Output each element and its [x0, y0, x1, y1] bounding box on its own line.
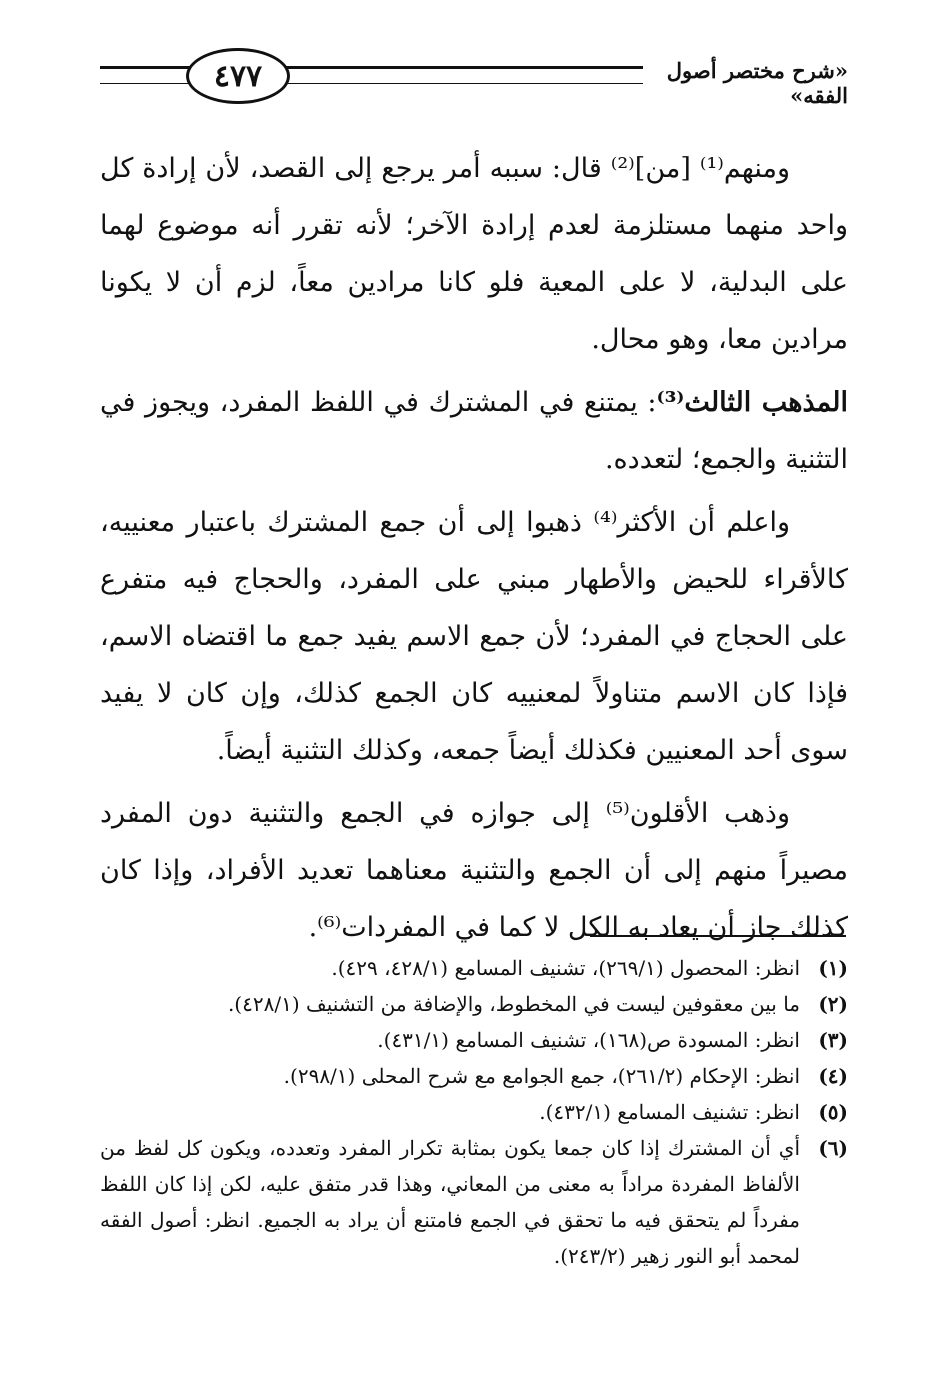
footnote-number: (٥) — [818, 1100, 848, 1124]
footnote — [100, 1130, 848, 1274]
paragraph-2-text: ويجوز في التثنية والجمع؛ لتعدده. — [100, 387, 848, 475]
paragraph-4 — [100, 785, 848, 956]
paragraph-3-text: واعلم أن الأكثر⁽⁴⁾ ذهبوا إلى أن جمع المشترك باعتبار معنييه، كالأقراء للحيض والأطهار مبني على المفرد، والحجاج فيه متفرع على الحجاج في المفرد؛ لأن جمع الاسم يفيد جمع ما اقتضاه الاسم، فإذا كان الاسم متناولاً لمعنييه كان الجمع كذلك، وإن كان لا يفيد سوى أحد المعنيين فكذلك أيضاً جمعه، وكذلك التثنية أيضاً. — [100, 507, 848, 766]
footnote-text: انظر: المحصول (٢٦٩/١)، تشنيف المسامع (٤٢٨/١، ٤٢٩). — [331, 956, 800, 980]
footnote-text: انظر: الإحكام (٢٦١/٢)، جمع الجوامع مع شرح المحلى (٢٩٨/١). — [283, 1064, 800, 1088]
footnote-number: (٣) — [818, 1028, 848, 1052]
footnotes — [100, 950, 848, 1274]
third-school-text: : يمتنع في المشترك في اللفظ المفرد، — [219, 387, 657, 418]
page-header — [100, 46, 848, 108]
paragraph-1-text: ومنهم⁽¹⁾ [من]⁽²⁾ قال: سببه أمر يرجع إلى القصد، لأن إرادة كل واحد منهما مستلزمة لعدم إرادة الآخر؛ لأنه تقرر أنه موضوع لهما على البدلية، لا على المعية فلو كانا مرادين معاً، لزم أن لا يكونا مرادين معا، وهو محال. — [100, 153, 848, 355]
footnote-number: (٤) — [818, 1064, 848, 1088]
paragraph-4-text: وذهب الأقلون⁽⁵⁾ إلى جوازه في الجمع والتثنية دون المفرد مصيراً منهم إلى أن الجمع والتثنية معناهما تعديد الأفراد، وإذا كان كذلك جاز أن يعاد به الكل لا كما في المفردات⁽⁶⁾. — [100, 798, 848, 943]
main-text — [100, 140, 848, 962]
footnote — [100, 986, 848, 1022]
footnote — [100, 950, 848, 986]
book-title: «شرح مختصر أصول الفقه» — [648, 58, 848, 108]
footnote-number: (٢) — [818, 992, 848, 1016]
footnote-text: أي أن المشترك إذا كان جمعا يكون بمثابة تكرار المفرد وتعدده، ويكون كل لفظ من الألفاظ المفردة مراداً به معنى من المعاني، وهذا قدر متفق عليه، لكن إذا كان اللفظ مفرداً لم يتحقق فيه ما تحقق في الجمع فامتنع أن يراد به الجميع. انظر: أصول الفقه لمحمد أبو النور زهير (٢٤٣/٢). — [100, 1136, 800, 1268]
footnote-number: (٦) — [818, 1136, 848, 1160]
page-number-text: ٤٧٧ — [213, 58, 263, 94]
footnote — [100, 1058, 848, 1094]
third-school-heading: المذهب الثالث⁽³⁾ — [656, 387, 848, 418]
footnote-text: ما بين معقوفين ليست في المخطوط، والإضافة من التشنيف (٤٢٨/١). — [227, 992, 800, 1016]
paragraph-1 — [100, 140, 848, 368]
footnote-text: انظر: تشنيف المسامع (٤٣٢/١). — [539, 1100, 800, 1124]
paragraph-2 — [100, 374, 848, 488]
footnote — [100, 1022, 848, 1058]
footnote — [100, 1094, 848, 1130]
header-rule-left — [100, 66, 190, 84]
paragraph-3 — [100, 494, 848, 779]
footnote-number: (١) — [818, 956, 848, 980]
footnote-text: انظر: المسودة ص(١٦٨)، تشنيف المسامع (٤٣١/١). — [377, 1028, 800, 1052]
page-number — [186, 48, 290, 104]
footnote-separator — [590, 935, 846, 937]
header-rule-right — [280, 66, 643, 84]
